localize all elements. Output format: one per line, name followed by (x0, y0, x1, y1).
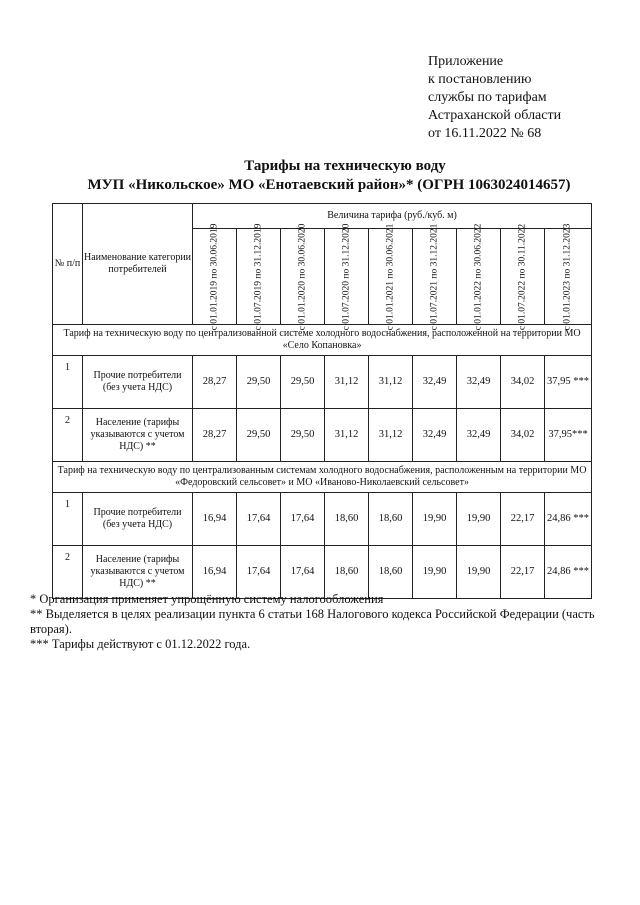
period-header: с 01.07.2021 по 31.12.2021 (413, 229, 457, 325)
row-value: 29,50 (281, 356, 325, 409)
row-value: 37,95 *** (545, 356, 592, 409)
period-header: с 01.07.2019 по 31.12.2019 (237, 229, 281, 325)
footnote-1: * Организация применяет упрощённую систему налогообложения (30, 592, 384, 606)
footnote-3: *** Тарифы действуют с 01.12.2022 года. (30, 637, 251, 651)
row-num: 1 (53, 493, 83, 546)
row-value: 18,60 (325, 546, 369, 599)
appendix-line: к постановлению (428, 72, 532, 87)
row-value: 22,17 (501, 546, 545, 599)
row-value: 31,12 (325, 356, 369, 409)
header-num: № п/п (53, 204, 83, 325)
row-value: 32,49 (457, 356, 501, 409)
period-header: с 01.01.2022 по 30.06.2022 (457, 229, 501, 325)
period-header: с 01.01.2020 по 30.06.2020 (281, 229, 325, 325)
document-title (0, 157, 640, 195)
table-header-row (53, 204, 592, 229)
row-num: 2 (53, 409, 83, 462)
row-value: 19,90 (413, 493, 457, 546)
period-header: с 01.07.2020 по 31.12.2020 (325, 229, 369, 325)
row-value: 24,86 *** (545, 546, 592, 599)
section-heading: Тариф на техническую воду по централизованной системе холодного водоснабжения, расположенной на территории МО «Село Копановка» (53, 325, 592, 356)
tariff-table (52, 203, 592, 599)
section-heading-row (53, 325, 592, 356)
row-value: 29,50 (237, 356, 281, 409)
period-header: с 01.07.2022 по 30.11.2022 (501, 229, 545, 325)
row-value: 16,94 (193, 493, 237, 546)
row-value: 19,90 (457, 493, 501, 546)
row-value: 22,17 (501, 493, 545, 546)
row-value: 31,12 (369, 356, 413, 409)
row-value: 37,95*** (545, 409, 592, 462)
row-name: Население (тарифы указываются с учетом НДС) ** (83, 409, 193, 462)
row-value: 16,94 (193, 546, 237, 599)
period-header: с 01.01.2019 по 30.06.2019 (193, 229, 237, 325)
row-value: 32,49 (413, 356, 457, 409)
appendix-line: Астраханской области (428, 108, 562, 123)
row-value: 28,27 (193, 356, 237, 409)
row-num: 2 (53, 546, 83, 599)
row-value: 24,86 *** (545, 493, 592, 546)
row-value: 32,49 (413, 409, 457, 462)
row-value: 19,90 (457, 546, 501, 599)
table-row (53, 409, 592, 462)
row-value: 31,12 (369, 409, 413, 462)
section-heading: Тариф на техническую воду по централизованным системам холодного водоснабжения, расположенным на территории МО «Федоровский сельсовет» и МО «Ивановo-Николаевский сельсовет» (53, 462, 592, 493)
row-name: Население (тарифы указываются с учетом НДС) ** (83, 546, 193, 599)
row-value: 17,64 (237, 493, 281, 546)
header-value: Величина тарифа (руб./куб. м) (193, 204, 592, 229)
title-line-2: МУП «Никольское» МО «Енотаевский район»* (ОГРН 1063024014657) (87, 177, 571, 193)
appendix-block (428, 53, 561, 143)
title-line-1: Тарифы на техническую воду (244, 158, 446, 174)
row-value: 31,12 (325, 409, 369, 462)
footnotes (30, 592, 610, 652)
period-header: с 01.01.2021 по 30.06.2021 (369, 229, 413, 325)
header-name: Наименование категории потребителей (83, 204, 193, 325)
row-name: Прочие потребители (без учета НДС) (83, 493, 193, 546)
row-value: 29,50 (237, 409, 281, 462)
row-value: 34,02 (501, 409, 545, 462)
appendix-line: Приложение (428, 54, 504, 69)
section-heading-row (53, 462, 592, 493)
table-row (53, 356, 592, 409)
table-row (53, 546, 592, 599)
row-value: 17,64 (237, 546, 281, 599)
row-value: 32,49 (457, 409, 501, 462)
row-name: Прочие потребители (без учета НДС) (83, 356, 193, 409)
row-value: 17,64 (281, 546, 325, 599)
appendix-line: от 16.11.2022 № 68 (428, 126, 542, 141)
row-value: 19,90 (413, 546, 457, 599)
row-num: 1 (53, 356, 83, 409)
footnote-2: ** Выделяется в целях реализации пункта 6 статьи 168 Налогового кодекса Российской Федерации (часть вторая). (30, 607, 595, 636)
row-value: 28,27 (193, 409, 237, 462)
row-value: 18,60 (369, 493, 413, 546)
row-value: 34,02 (501, 356, 545, 409)
row-value: 29,50 (281, 409, 325, 462)
appendix-line: службы по тарифам (428, 90, 547, 105)
row-value: 18,60 (369, 546, 413, 599)
period-header: с 01.01.2023 по 31.12.2023 (545, 229, 592, 325)
row-value: 18,60 (325, 493, 369, 546)
row-value: 17,64 (281, 493, 325, 546)
table-row (53, 493, 592, 546)
